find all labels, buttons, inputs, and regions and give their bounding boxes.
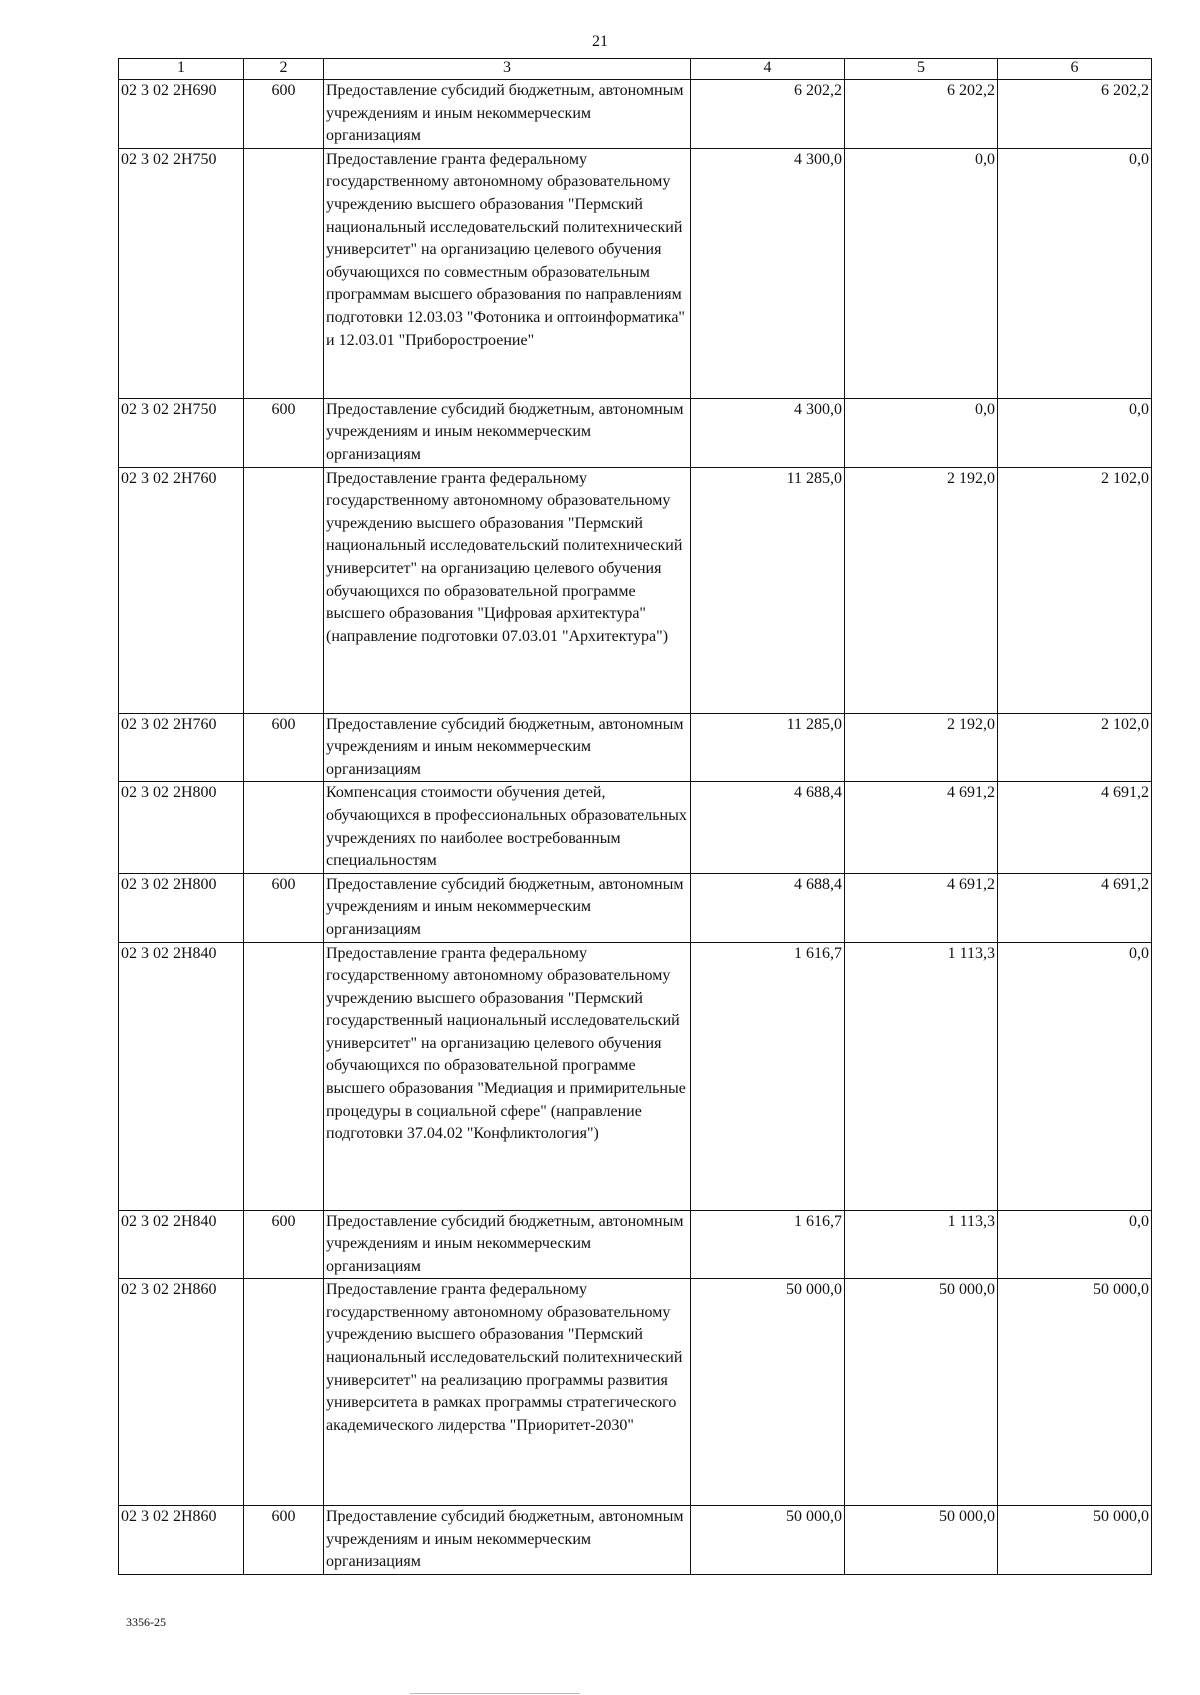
row-value-col4: 11 285,0 — [691, 713, 845, 782]
row-value-col6: 50 000,0 — [998, 1506, 1152, 1575]
row-value-col6: 50 000,0 — [998, 1279, 1152, 1506]
row-value-col5: 50 000,0 — [845, 1279, 998, 1506]
row-value-col4: 4 688,4 — [691, 782, 845, 873]
row-code: 02 3 02 2Н860 — [119, 1506, 244, 1575]
row-code: 02 3 02 2Н760 — [119, 713, 244, 782]
row-value-col4: 50 000,0 — [691, 1506, 845, 1575]
row-expense-type: 600 — [244, 1210, 324, 1279]
row-value-col4: 4 688,4 — [691, 873, 845, 942]
row-value-col6: 0,0 — [998, 398, 1152, 467]
table-row — [119, 467, 1152, 713]
row-description: Предоставление субсидий бюджетным, автономным учреждениям и иным некоммерческим организациям — [324, 713, 691, 782]
row-description: Предоставление гранта федеральному государственному автономному образовательному учреждению высшего образования "Пермский национальный исследовательский политехнический университет" на организацию целевого обучения обучающихся по образовательной программе высшего образования "Цифровая архитектура" (направление подготовки 07.03.01 "Архитектура") — [324, 467, 691, 713]
page-number: 21 — [592, 33, 608, 50]
table-row — [119, 1506, 1152, 1575]
row-description: Предоставление гранта федеральному государственному автономному образовательному учреждению высшего образования "Пермский национальный исследовательский политехнический университет" на реализацию программы развития университета в рамках программы стратегического академического лидерства "Приоритет-2030" — [324, 1279, 691, 1506]
column-header-6: 6 — [998, 59, 1152, 80]
table-header-row — [119, 59, 1152, 80]
row-code: 02 3 02 2Н840 — [119, 942, 244, 1210]
row-expense-type — [244, 467, 324, 713]
row-expense-type — [244, 942, 324, 1210]
row-expense-type: 600 — [244, 1506, 324, 1575]
row-value-col5: 1 113,3 — [845, 1210, 998, 1279]
row-value-col4: 1 616,7 — [691, 942, 845, 1210]
row-value-col6: 0,0 — [998, 1210, 1152, 1279]
column-header-2: 2 — [244, 59, 324, 80]
row-value-col4: 4 300,0 — [691, 398, 845, 467]
table-row — [119, 1279, 1152, 1506]
row-expense-type — [244, 1279, 324, 1506]
row-value-col6: 4 691,2 — [998, 873, 1152, 942]
table-row — [119, 782, 1152, 873]
row-expense-type — [244, 148, 324, 398]
row-value-col5: 6 202,2 — [845, 80, 998, 149]
row-value-col6: 0,0 — [998, 942, 1152, 1210]
table-row — [119, 80, 1152, 149]
row-expense-type: 600 — [244, 80, 324, 149]
row-value-col6: 4 691,2 — [998, 782, 1152, 873]
row-code: 02 3 02 2Н690 — [119, 80, 244, 149]
row-value-col5: 4 691,2 — [845, 873, 998, 942]
row-value-col6: 2 102,0 — [998, 713, 1152, 782]
row-description: Предоставление субсидий бюджетным, автономным учреждениям и иным некоммерческим организациям — [324, 398, 691, 467]
scan-artifact-line — [410, 1693, 580, 1694]
row-description: Предоставление гранта федеральному государственному автономному образовательному учреждению высшего образования "Пермский национальный исследовательский политехнический университет" на организацию целевого обучения обучающихся по совместным образовательным программам высшего образования по направлениям подготовки 12.03.03 "Фотоника и оптоинформатика" и 12.03.01 "Приборостроение" — [324, 148, 691, 398]
row-value-col5: 4 691,2 — [845, 782, 998, 873]
row-description: Компенсация стоимости обучения детей, обучающихся в профессиональных образовательных учреждениях по наиболее востребованным специальностям — [324, 782, 691, 873]
row-expense-type — [244, 782, 324, 873]
table-row — [119, 942, 1152, 1210]
row-code: 02 3 02 2Н860 — [119, 1279, 244, 1506]
row-code: 02 3 02 2Н750 — [119, 398, 244, 467]
row-value-col4: 4 300,0 — [691, 148, 845, 398]
row-code: 02 3 02 2Н800 — [119, 782, 244, 873]
row-value-col5: 2 192,0 — [845, 467, 998, 713]
column-header-5: 5 — [845, 59, 998, 80]
column-header-3: 3 — [324, 59, 691, 80]
row-expense-type: 600 — [244, 873, 324, 942]
row-code: 02 3 02 2Н760 — [119, 467, 244, 713]
row-value-col5: 0,0 — [845, 148, 998, 398]
row-value-col6: 2 102,0 — [998, 467, 1152, 713]
row-value-col5: 0,0 — [845, 398, 998, 467]
row-expense-type: 600 — [244, 398, 324, 467]
row-value-col6: 6 202,2 — [998, 80, 1152, 149]
row-value-col5: 2 192,0 — [845, 713, 998, 782]
table-row — [119, 713, 1152, 782]
column-header-1: 1 — [119, 59, 244, 80]
row-description: Предоставление гранта федеральному государственному автономному образовательному учреждению высшего образования "Пермский государственный национальный исследовательский университет" на организацию целевого обучения обучающихся по образовательной программе высшего образования "Медиация и примирительные процедуры в социальной сфере" (направление подготовки 37.04.02 "Конфликтология") — [324, 942, 691, 1210]
row-value-col6: 0,0 — [998, 148, 1152, 398]
row-description: Предоставление субсидий бюджетным, автономным учреждениям и иным некоммерческим организациям — [324, 80, 691, 149]
row-description: Предоставление субсидий бюджетным, автономным учреждениям и иным некоммерческим организациям — [324, 1210, 691, 1279]
row-description: Предоставление субсидий бюджетным, автономным учреждениям и иным некоммерческим организациям — [324, 1506, 691, 1575]
row-description: Предоставление субсидий бюджетным, автономным учреждениям и иным некоммерческим организациям — [324, 873, 691, 942]
row-value-col5: 1 113,3 — [845, 942, 998, 1210]
table-row — [119, 148, 1152, 398]
column-header-4: 4 — [691, 59, 845, 80]
table-row — [119, 873, 1152, 942]
row-value-col4: 1 616,7 — [691, 1210, 845, 1279]
row-code: 02 3 02 2Н750 — [119, 148, 244, 398]
table-row — [119, 1210, 1152, 1279]
row-value-col4: 50 000,0 — [691, 1279, 845, 1506]
row-expense-type: 600 — [244, 713, 324, 782]
budget-table — [118, 58, 1152, 1575]
row-code: 02 3 02 2Н840 — [119, 1210, 244, 1279]
row-code: 02 3 02 2Н800 — [119, 873, 244, 942]
document-id: 3356-25 — [126, 1615, 166, 1629]
row-value-col5: 50 000,0 — [845, 1506, 998, 1575]
row-value-col4: 6 202,2 — [691, 80, 845, 149]
row-value-col4: 11 285,0 — [691, 467, 845, 713]
table-row — [119, 398, 1152, 467]
